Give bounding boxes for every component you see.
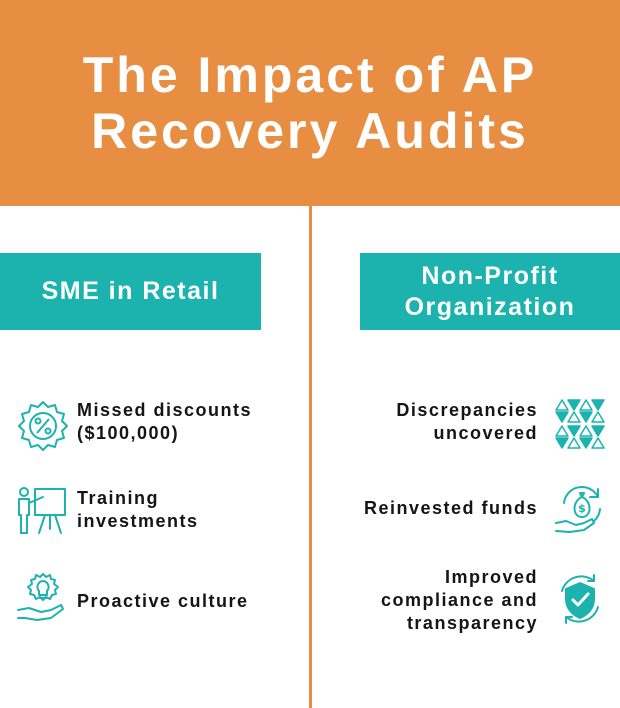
left-item-missed-discounts: Missed discounts ($100,000) — [77, 400, 253, 443]
left-column-heading: SME in Retail — [0, 253, 261, 330]
triangle-pattern-icon — [554, 398, 606, 450]
page-title: The Impact of AP Recovery Audits — [82, 47, 538, 159]
presentation-trainer-icon — [15, 485, 67, 537]
svg-text:$: $ — [578, 502, 586, 515]
center-divider — [309, 206, 312, 708]
right-item-reinvested-funds: Reinvested funds — [363, 498, 538, 518]
right-item-compliance: Improved compliance and transparency — [380, 567, 538, 633]
discount-badge-icon — [17, 399, 69, 451]
money-bag-hand-icon — [554, 483, 606, 535]
lightbulb-gear-hand-icon — [15, 572, 67, 624]
right-item-discrepancies: Discrepancies uncovered — [396, 400, 538, 443]
left-item-proactive-culture: Proactive culture — [77, 591, 249, 611]
shield-check-icon — [554, 573, 606, 625]
header-banner — [0, 0, 620, 206]
left-item-training-investments: Training investments — [77, 488, 199, 531]
right-column-heading: Non-Profit Organization — [360, 253, 620, 330]
